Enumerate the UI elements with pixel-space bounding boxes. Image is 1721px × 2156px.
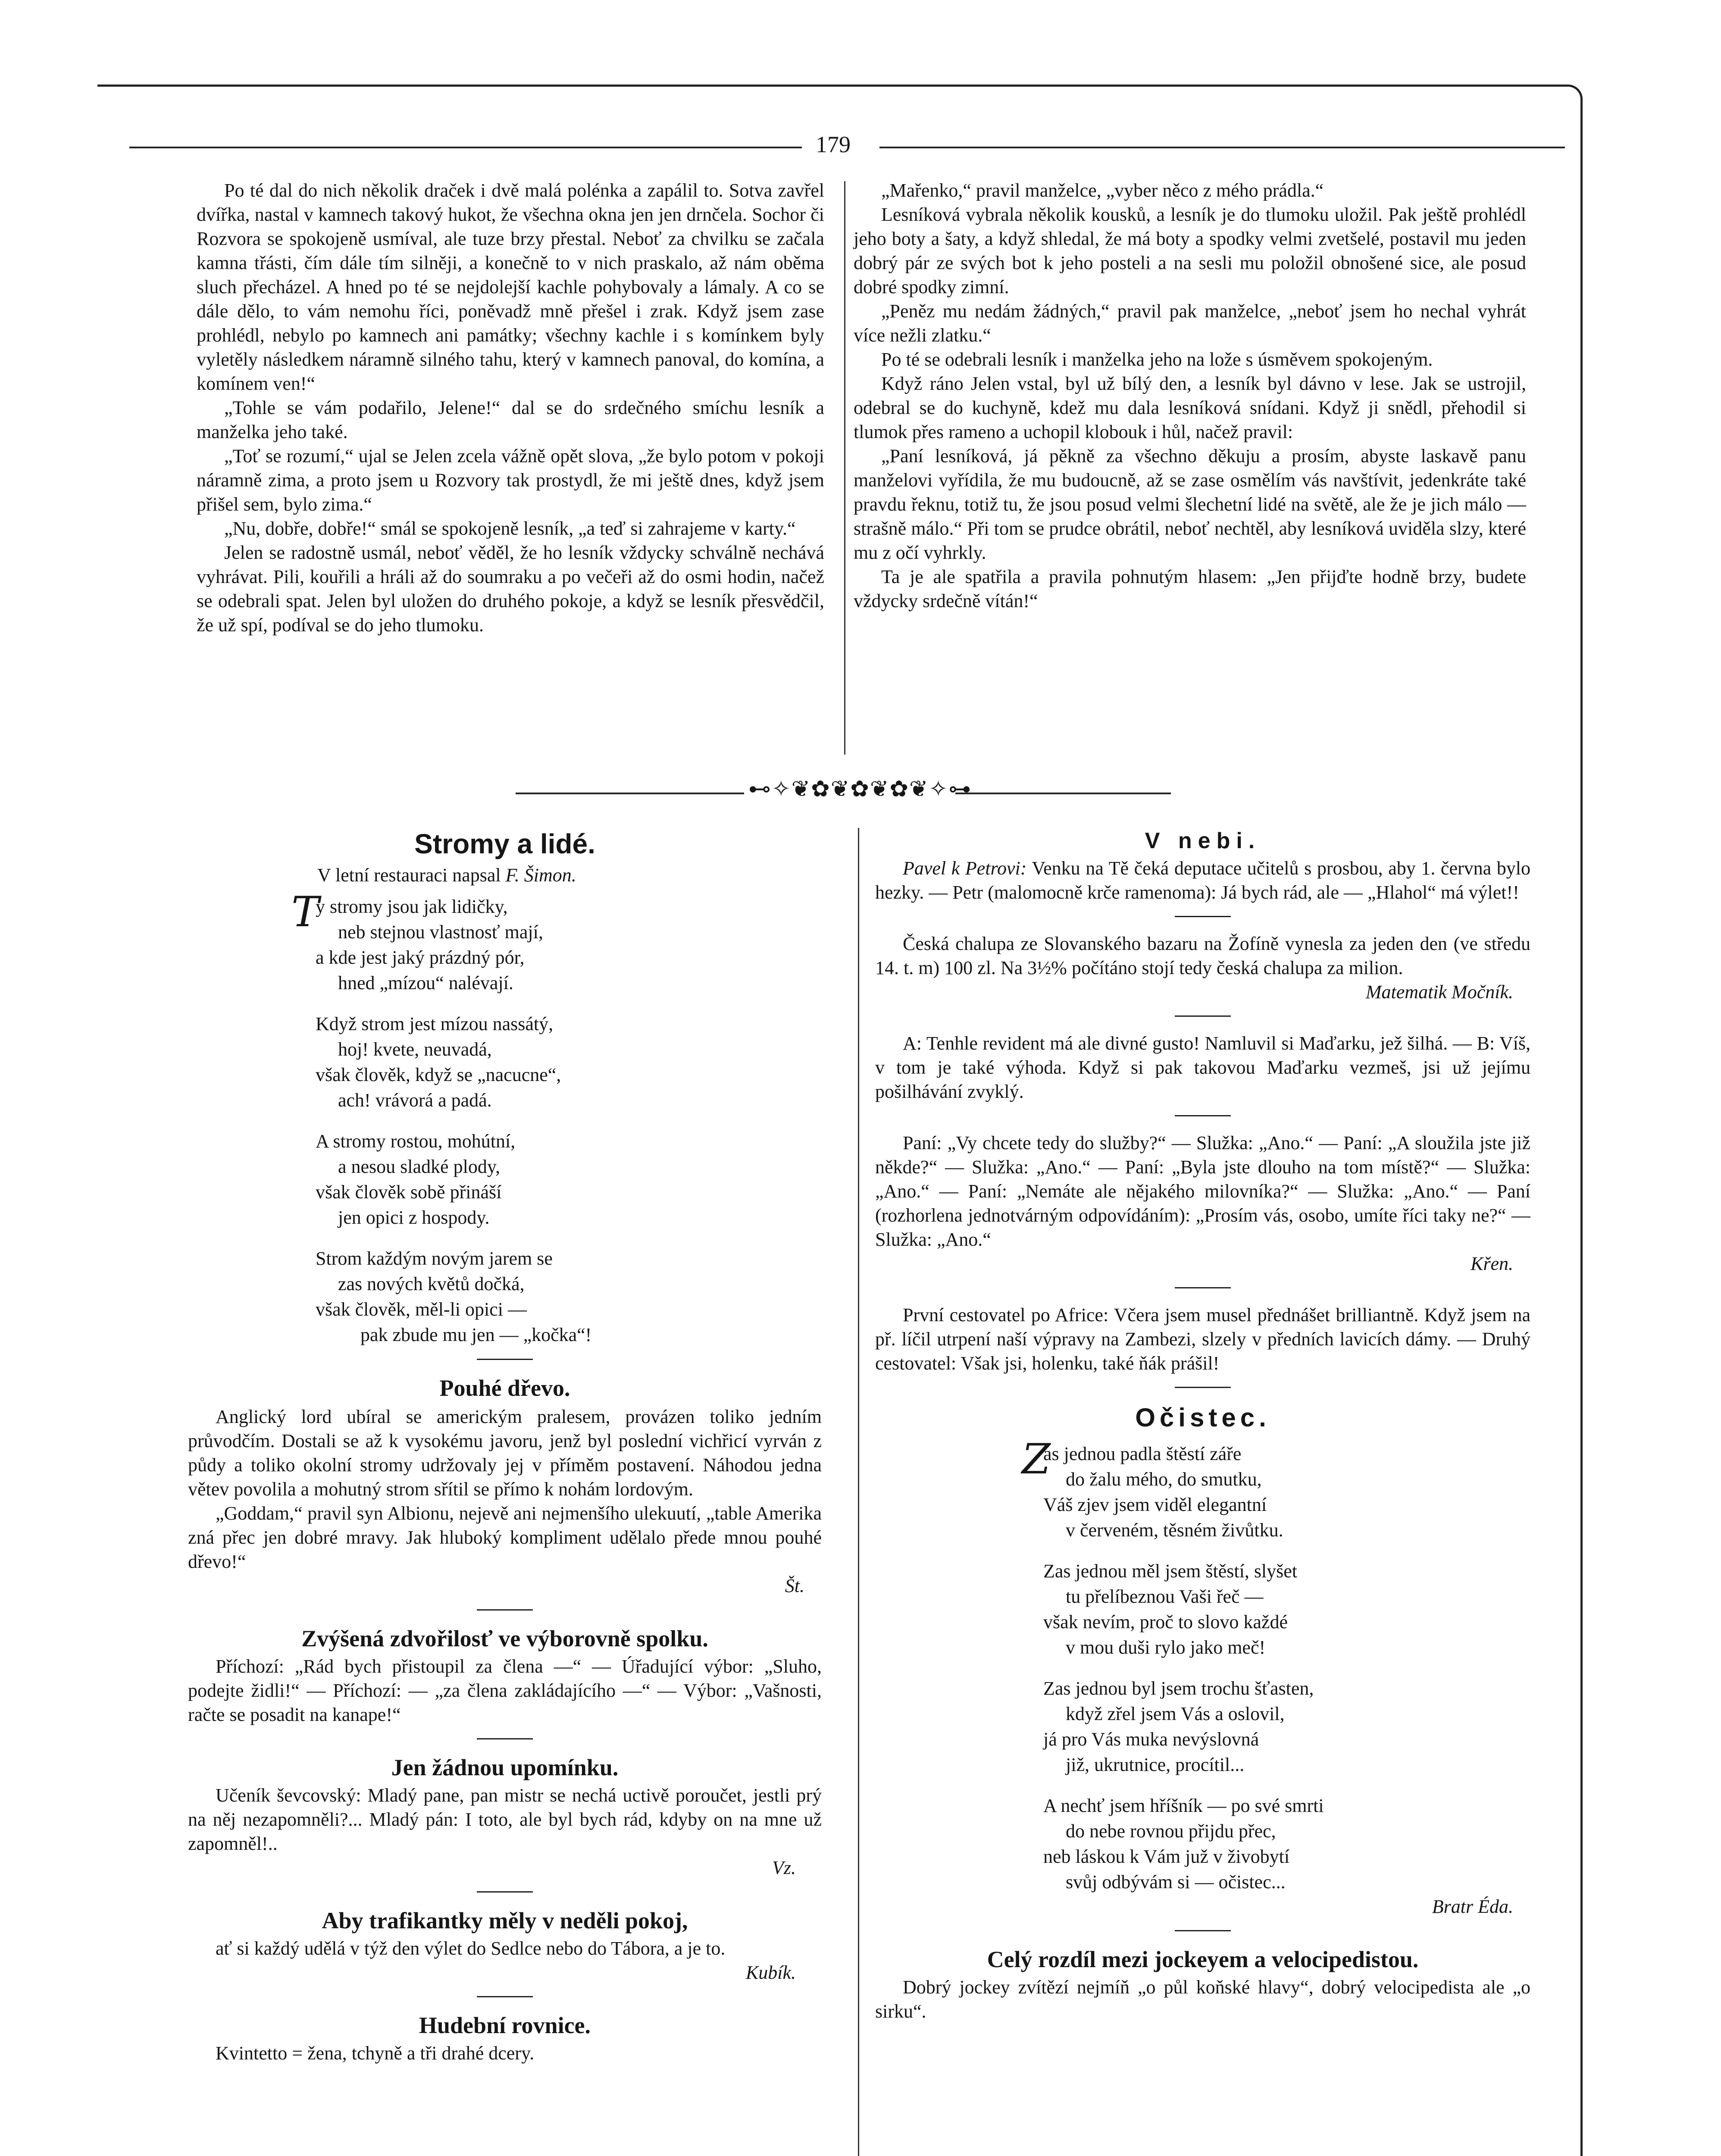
poem-line: a nesou sladké plody,: [338, 1156, 500, 1177]
short-rule: [1175, 1015, 1231, 1017]
poem-line: já pro Vás muka nevýslovná: [1043, 1729, 1259, 1750]
separator-rule-left: [516, 793, 744, 794]
stromy-poem: [291, 888, 822, 1348]
header-rule-left: [129, 147, 802, 148]
vnebi-text: [875, 856, 1530, 1376]
poem-stanza: [1043, 1793, 1530, 1895]
poem-line: neb láskou k Vám juž v živobytí: [1043, 1846, 1290, 1867]
poem-stanza: [316, 894, 822, 996]
vnebi-paragraph: Česká chalupa ze Slovanského bazaru na Žofíně vynesla za jeden den (ve středu 14. t. m) 100 zl. Na 3½% počítáno stojí tedy česká chalupa za milion.: [875, 933, 1530, 978]
poem-line: již, ukrutnice, procítil...: [1066, 1754, 1245, 1775]
poem-line: hoj! kvete, neuvadá,: [338, 1039, 492, 1060]
poem-line: do žalu mého, do smutku,: [1066, 1469, 1262, 1490]
short-rule: [477, 1359, 533, 1360]
trafikantky-title: Aby trafikantky měly v neděli pokoj,: [322, 1908, 688, 1934]
story-paragraph: „Peněz mu nedám žádných,“ pravil pak manželce, „neboť jsem ho nechal vyhrát více nežli zlatku.“: [854, 301, 1526, 346]
trafikantky-text: [188, 1937, 822, 1985]
lower-left-column: [188, 828, 822, 2065]
byline-author: F. Šimon.: [505, 865, 576, 886]
page-number: 179: [810, 131, 857, 158]
poem-stanza: [316, 1128, 822, 1230]
poem-line: však člověk, měl-li opici —: [316, 1299, 527, 1320]
jockey-title: Celý rozdíl mezi jockeyem a velocipedistou.: [987, 1946, 1419, 1972]
story-paragraph: Když ráno Jelen vstal, byl už bílý den, a lesník byl dávno v lese. Jak se ustrojil, odebral se do kuchyně, kdež mu dala lesníková snídani. Když ji snědl, přehodil si tlumok přes rameno a uchopil klobouk i hůl, načež pravil:: [854, 373, 1526, 442]
ocistec-signature: Bratr Éda.: [1432, 1896, 1513, 1917]
poem-line: do nebe rovnou přijdu přec,: [1066, 1821, 1276, 1842]
poem-line: svůj odbývám si — očistec...: [1066, 1871, 1286, 1893]
poem-line: však nevím, proč to slovo každé: [1043, 1611, 1288, 1633]
poem-line: zas nových květů dočká,: [338, 1273, 525, 1294]
short-rule: [1175, 1115, 1231, 1116]
stromy-dropcap: T: [291, 888, 319, 936]
pouhe-paragraph: „Goddam,“ pravil syn Albionu, nejevě ani nejmenšího ulekuutí, „table Amerika zná přec jen dobré mravy. Jak hluboký kompliment udělalo přede mnou pouhé dřevo!“: [188, 1503, 822, 1572]
trafikantky-signature: Kubík.: [745, 1962, 796, 1983]
short-rule: [477, 1738, 533, 1739]
story-paragraph: „Nu, dobře, dobře!“ smál se spokojeně lesník, „a teď si zahrajeme v karty.“: [224, 518, 796, 539]
poem-stanza: [316, 1246, 822, 1348]
story-right-column: [854, 179, 1526, 613]
zvysena-paragraph: Příchozí: „Rád bych přistoupil za člena —“ — Úřadující výbor: „Sluho, podejte židli!“ — Příchozí: — „za člena zakládajícího —“ — Výbor: „Vašnosti, račte se posadit na kanape!“: [188, 1656, 822, 1725]
poem-line: A stromy rostou, mohútní,: [316, 1131, 516, 1152]
poem-line: as jednou padla štěstí záře: [1043, 1443, 1242, 1464]
poem-stanza: [316, 1011, 822, 1113]
vnebi-paragraph: Paní: „Vy chcete tedy do služby?“ — Služka: „Ano.“ — Paní: „A sloužila jste již někde?“ — Služka: „Ano.“ — Paní: „Byla jste dlouho na tom místě?“ — Služka: „Ano.“ — Paní: „Nemáte ale nějakého milovníka?“ — Služka: „Ano.“ — Paní (rozhorlena jednotvárným odpovídáním): „Prosím vás, osobo, umíte říci taky ne?“ — Služka: „Ano.“: [875, 1132, 1530, 1250]
ocistec-poem: [1022, 1435, 1530, 1895]
separator-rule-right: [955, 793, 1171, 794]
pouhe-signature: Št.: [785, 1575, 804, 1596]
poem-line: y stromy jsou jak lidičky,: [316, 896, 508, 917]
pouhe-text: [188, 1405, 822, 1598]
short-rule: [477, 1891, 533, 1893]
vnebi-paragraph: [875, 856, 1530, 905]
byline-text: V letní restauraci napsal: [317, 865, 501, 886]
ornament-divider: ⊷✧❦✿❦✿❦✿❦✧⊶: [748, 777, 972, 802]
poem-line: pak zbude mu jen — „kočka“!: [360, 1324, 592, 1345]
hudebni-paragraph: Kvintetto = žena, tchyně a tři drahé dcery.: [216, 2043, 535, 2064]
lower-column-divider: [858, 828, 859, 2156]
poem-line: v červeném, těsném živůtku.: [1066, 1520, 1283, 1541]
story-paragraph: Po té dal do nich několik draček i dvě malá polénka a zapálil to. Sotva zavřel dvířka, nastal v kamnech takový hukot, že všechna okna jen jen drnčela. Sochor či Rozvora se spokojeně usmíval, ale tuze brzy přestal. Neboť za chvilku se začala kamna třásti, čím dále tím silněji, a konečně to v nich praskalo, až nám oběma sluch přecházel. A hned po té se nejdolejší kachle pohybovaly a lámaly. A co se dále dělo, to vám nemohu říci, poněvadž mně přešel i zrak. Když jsem zase prohlédl, nebylo po kamnech ani památky; všechny kachle i s komínkem byly vyletěly následkem náramně silného tahu, který v kamnech panoval, do komína, a komínem ven!“: [197, 180, 824, 394]
story-paragraph: Jelen se radostně usmál, neboť věděl, že ho lesník vždycky schválně nechává vyhrávat. Pili, kouřili a hráli až do soumraku a po večeři až do osmi hodin, načež se odebrali spat. Jelen byl uložen do druhého pokoje, a když se lesník přesvědčil, že už spí, podíval se do jeho tlumoku.: [197, 542, 824, 636]
poem-line: Zas jednou byl jsem trochu šťasten,: [1043, 1678, 1314, 1699]
lower-right-column: [875, 828, 1530, 2024]
story-left-column: [197, 179, 824, 637]
zvysena-text: [188, 1655, 822, 1727]
poem-line: a kde jest jaký prázdný pór,: [316, 947, 525, 968]
poem-line: Váš zjev jsem viděl elegantní: [1043, 1494, 1267, 1515]
vnebi-speaker: Pavel k Petrovi:: [903, 858, 1027, 879]
vnebi-paragraph: První cestovatel po Africe: Včera jsem musel přednášet brilliantně. Když jsem na př. líčil utrpení naší výpravy na Zambezi, slzely v předních lavicích dámy. — Druhý cestovatel: Však jsi, holenku, také ňák prášil!: [875, 1304, 1530, 1374]
poem-line: jen opici z hospody.: [338, 1207, 490, 1228]
poem-line: však člověk, když se „nacucne“,: [316, 1064, 561, 1085]
upominka-paragraph: Učeník ševcovský: Mladý pane, pan mistr se nechá uctivě poroučet, jestli prý na něj nezapomněli?... Mladý pán: I toto, ale byl bych rád, kdyby on na mne už zapomněl!..: [188, 1785, 822, 1854]
ocistec-dropcap: Z: [1022, 1435, 1051, 1483]
pouhe-paragraph: Anglický lord ubíral se americkým pralesem, provázen toliko jedním průvodčím. Dostali se až k vysokému javoru, jenž byl poslední vichřicí vyrván z půdy a toliko okolní stromy udržovaly jej v příměm postavení. Náhodou jedna větev povolila a mohutný strom sřítil se přímo k nohám lordovým.: [188, 1406, 822, 1500]
story-paragraph: „Paní lesníková, já pěkně za všechno děkuju a prosím, abyste laskavě panu manželovi vyřídila, že mu budoucně, až se zase osmělím vás navštívit, jedenkráte také pravdu řeknu, totiž tu, že jsou posud velmi šlechetní lidé na světě, ale že je jich málo — strašně málo.“ Při tom se prudce obrátil, neboť nechtěl, aby lesníková uviděla slzy, které mu z očí vyhrkly.: [854, 445, 1526, 563]
story-paragraph: „Tohle se vám podařilo, Jelene!“ dal se do srdečného smíchu lesník a manželka jeho také.: [197, 397, 824, 442]
poem-line: A nechť jsem hříšník — po své smrti: [1043, 1795, 1324, 1816]
jockey-paragraph: Dobrý jockey zvítězí nejmíň „o půl koňské hlavy“, dobrý velocipedista ale „o sirku“.: [875, 1977, 1530, 2022]
vnebi-paragraph: A: Tenhle revident má ale divné gusto! Namluvil si Maďarku, jež šilhá. — B: Víš, v tom je také výhoda. Když si pak takovou Maďarku vezmeš, jsi už jejímu pošilhávání zvyklý.: [875, 1033, 1530, 1102]
short-rule: [1175, 1387, 1231, 1388]
poem-stanza: [1043, 1558, 1530, 1660]
story-column-divider: [844, 181, 845, 755]
jockey-text: [875, 1975, 1530, 2024]
zvysena-title: Zvýšená zdvořilosť ve výborovně spolku.: [301, 1626, 708, 1651]
vnebi-title: V nebi.: [1145, 828, 1261, 853]
header-rule-right: [879, 147, 1565, 148]
ocistec-title: Očistec.: [1135, 1403, 1270, 1432]
upominka-signature: Vz.: [772, 1857, 796, 1878]
stromy-byline: [317, 864, 822, 886]
poem-line: hned „mízou“ nalévají.: [338, 972, 513, 993]
story-paragraph: „Mařenko,“ pravil manželce, „vyber něco z mého prádla.“: [881, 180, 1324, 201]
poem-line: však člověk sobě přináší: [316, 1181, 502, 1203]
vnebi-signature: Matematik Močník.: [1365, 981, 1513, 1003]
vnebi-dialog: Venku na Tě čeká deputace učitelů s prosbou, aby 1. června bylo hezky. — Petr (malomocně krče ramenoma): Já bych rád, ale — „Hlahol“ má výlet!!: [875, 858, 1531, 903]
short-rule: [477, 1609, 533, 1611]
upominka-text: [188, 1783, 822, 1880]
upominka-title: Jen žádnou upomínku.: [391, 1755, 619, 1780]
hudebni-text: [188, 2041, 822, 2065]
poem-stanza: [1043, 1441, 1530, 1543]
poem-line: Když strom jest mízou nassátý,: [316, 1013, 554, 1034]
pouhe-title: Pouhé dřevo.: [439, 1375, 570, 1401]
poem-line: ach! vrávorá a padá.: [338, 1090, 492, 1111]
short-rule: [1175, 916, 1231, 917]
poem-line: v mou duši rylo jako meč!: [1066, 1637, 1266, 1658]
short-rule: [1175, 1287, 1231, 1288]
story-paragraph: Ta je ale spatřila a pravila pohnutým hlasem: „Jen přijďte hodně brzy, budete vždycky srdečně vítán!“: [854, 566, 1526, 611]
hudebni-title: Hudební rovnice.: [419, 2012, 591, 2038]
story-paragraph: „Toť se rozumí,“ ujal se Jelen zcela vážně opět slova, „že bylo potom v pokoji náramně zima, a proto jsem u Rozvory tak prostydl, že mi ještě dnes, když jsem přišel sem, bylo zima.“: [197, 445, 824, 515]
poem-line: neb stejnou vlastnosť mají,: [338, 921, 543, 943]
poem-line: když zřel jsem Vás a oslovil,: [1066, 1703, 1285, 1724]
story-paragraph: Lesníková vybrala několik kousků, a lesník je do tlumoku uložil. Pak ještě prohlédl jeho boty a šaty, a když shledal, že má boty a spodky velmi zvetšelé, postavil mu jeden dobrý pár ze svých bot k jeho posteli a na sesli mu položil obnošené sice, ale posud dobré spodky zimní.: [854, 204, 1526, 298]
poem-line: Strom každým novým jarem se: [316, 1248, 553, 1269]
short-rule: [477, 1996, 533, 1997]
vnebi-signature: Křen.: [1471, 1253, 1513, 1274]
short-rule: [1175, 1930, 1231, 1931]
trafikantky-paragraph: ať si každý udělá v týž den výlet do Sedlce nebo do Tábora, a je to.: [216, 1938, 726, 1959]
stromy-title: Stromy a lidé.: [414, 828, 595, 859]
poem-stanza: [1043, 1676, 1530, 1777]
story-paragraph: Po té se odebrali lesník i manželka jeho na lože s úsměvem spokojeným.: [881, 349, 1433, 370]
poem-line: Zas jednou měl jsem štěstí, slyšet: [1043, 1561, 1298, 1582]
poem-line: tu přelíbeznou Vaši řeč —: [1066, 1586, 1264, 1607]
